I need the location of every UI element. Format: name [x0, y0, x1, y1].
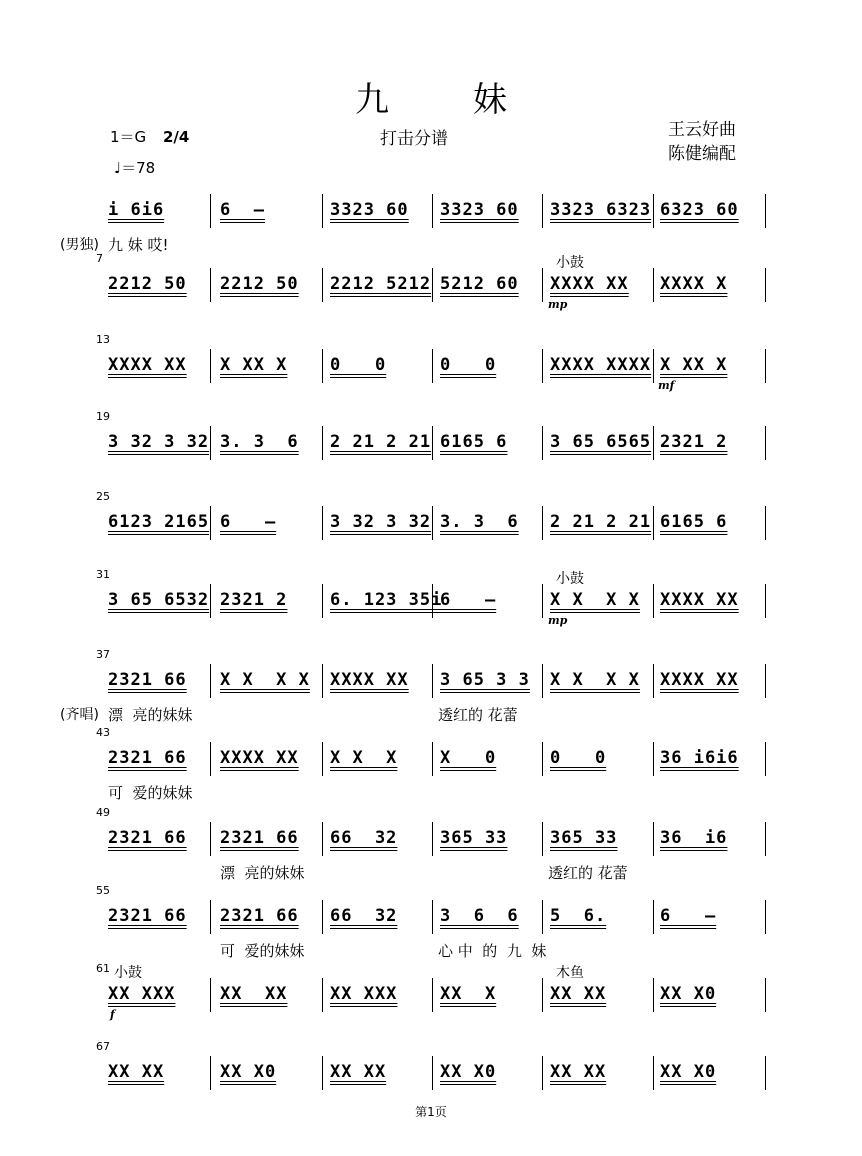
barline [432, 349, 433, 383]
measure: 2321 2 [220, 590, 288, 610]
measure: 5212 60 [440, 274, 519, 294]
measure: 2212 50 [108, 274, 187, 294]
measure: 365 33 [440, 828, 508, 848]
barline [322, 194, 323, 228]
barline [765, 194, 766, 228]
barline [322, 742, 323, 776]
measure: X XX X [660, 355, 728, 375]
score-line [0, 178, 862, 258]
barline [542, 822, 543, 856]
barline [765, 426, 766, 460]
barline [432, 426, 433, 460]
barline [765, 349, 766, 383]
measure: 3. 3 6 [220, 432, 299, 452]
barline [210, 584, 211, 618]
key-signature [110, 126, 189, 147]
barline [432, 584, 433, 618]
measure: 2212 50 [220, 274, 299, 294]
credits [668, 118, 736, 166]
measure: i 6i6 [108, 200, 165, 220]
score-line [0, 410, 862, 490]
barline [765, 584, 766, 618]
measure: XX XX [550, 984, 607, 1004]
measure: 6323 60 [660, 200, 739, 220]
barline [653, 194, 654, 228]
lyric: 可 爱的妹妹 [220, 942, 305, 960]
measure: 2 21 2 21 [550, 512, 652, 532]
measure: XX X [440, 984, 497, 1004]
barline [542, 194, 543, 228]
barline [322, 349, 323, 383]
instrument-marker: 小鼓 [556, 571, 584, 587]
measure-number: 61 [96, 962, 110, 975]
measure-number: 37 [96, 648, 110, 661]
barline [322, 978, 323, 1012]
barline [432, 742, 433, 776]
score-line [0, 962, 862, 1042]
measure: XX X0 [660, 984, 717, 1004]
measure: 2321 2 [660, 432, 728, 452]
barline [653, 584, 654, 618]
composer: 王云好曲 [668, 120, 736, 140]
tempo-mark: ♩＝78 [114, 159, 156, 177]
measure-number: 31 [96, 568, 110, 581]
measure: XXXX XX [108, 355, 187, 375]
barline [542, 584, 543, 618]
measure: XXXX XX [660, 670, 739, 690]
measure: 3323 6323 [550, 200, 652, 220]
dynamic-mark: mf [658, 379, 675, 392]
barline [542, 664, 543, 698]
barline [653, 426, 654, 460]
barline [210, 978, 211, 1012]
barline [210, 742, 211, 776]
measure: 3323 60 [440, 200, 519, 220]
time-signature: 2/4 [162, 128, 190, 146]
lyric: 心 中 的 九 妹 [438, 942, 547, 960]
barline [765, 664, 766, 698]
measure: XXXX XXXX [550, 355, 652, 375]
measure: 3 32 3 32 [330, 512, 432, 532]
lyric: 漂 亮的妹妹 [108, 706, 193, 724]
barline [322, 900, 323, 934]
measure-number: 55 [96, 884, 110, 897]
barline [210, 426, 211, 460]
measure: 6 – [440, 590, 497, 610]
measure: 6165 6 [660, 512, 728, 532]
measure: XX XXX [108, 984, 176, 1004]
lyric: 漂 亮的妹妹 [220, 864, 305, 882]
measure: XX XX [220, 984, 288, 1004]
score-line [0, 648, 862, 728]
lyric: 九 妹 哎! [108, 236, 169, 254]
score-line [0, 252, 862, 332]
measure: X X X X [220, 670, 310, 690]
measure-number: 43 [96, 726, 110, 739]
measure: 6 – [220, 512, 277, 532]
barline [653, 664, 654, 698]
lyric: 透红的 花蕾 [438, 706, 518, 724]
barline [542, 978, 543, 1012]
barline [653, 349, 654, 383]
barline [542, 506, 543, 540]
measure: XX XX [550, 1062, 607, 1082]
barline [432, 506, 433, 540]
measure: XXXX XX [550, 274, 629, 294]
barline [210, 194, 211, 228]
key-label: 1＝G [110, 128, 147, 146]
measure: 6. 123 35i [330, 590, 443, 610]
measure-number: 67 [96, 1040, 110, 1053]
measure: 2321 66 [108, 906, 187, 926]
barline [432, 1056, 433, 1090]
measure: 6123 2165 [108, 512, 210, 532]
measure: 0 0 [550, 748, 607, 768]
barline [653, 268, 654, 302]
barline [653, 822, 654, 856]
measure: XX X0 [220, 1062, 277, 1082]
measure: 6 – [660, 906, 717, 926]
barline [765, 1056, 766, 1090]
barline [210, 822, 211, 856]
barline [210, 349, 211, 383]
measure: XX X0 [440, 1062, 497, 1082]
barline [542, 426, 543, 460]
measure: 2212 5212 [330, 274, 432, 294]
score-line [0, 726, 862, 806]
barline [542, 742, 543, 776]
barline [653, 742, 654, 776]
measure: 3 32 3 32 [108, 432, 210, 452]
measure: 36 i6 [660, 828, 728, 848]
barline [322, 1056, 323, 1090]
measure: 365 33 [550, 828, 618, 848]
barline [322, 822, 323, 856]
score-line [0, 568, 862, 648]
measure: 2321 66 [108, 828, 187, 848]
measure-number: 19 [96, 410, 110, 423]
barline [210, 1056, 211, 1090]
measure-number: 7 [96, 252, 103, 265]
measure-number: 25 [96, 490, 110, 503]
measure: X X X [330, 748, 398, 768]
page-title: 九妹 [355, 80, 591, 120]
measure: 2321 66 [108, 670, 187, 690]
measure: XX XX [108, 1062, 165, 1082]
barline [322, 584, 323, 618]
subtitle: 打击分谱 [380, 129, 448, 149]
voice-label: (男独) [60, 237, 99, 253]
barline [210, 506, 211, 540]
score-line [0, 884, 862, 964]
barline [322, 664, 323, 698]
measure: XX XXX [330, 984, 398, 1004]
lyric: 可 爱的妹妹 [108, 784, 193, 802]
barline [210, 900, 211, 934]
barline [765, 900, 766, 934]
instrument-marker: 小鼓 [556, 255, 584, 271]
barline [765, 822, 766, 856]
instrument-marker: 木鱼 [556, 965, 584, 981]
measure-number: 49 [96, 806, 110, 819]
measure: 3323 60 [330, 200, 409, 220]
measure: 2321 66 [108, 748, 187, 768]
score-line [0, 490, 862, 570]
barline [653, 1056, 654, 1090]
measure: 6 – [220, 200, 265, 220]
barline [653, 900, 654, 934]
dynamic-mark: f [110, 1008, 115, 1021]
barline [542, 1056, 543, 1090]
barline [765, 506, 766, 540]
measure: 3 65 6565 [550, 432, 652, 452]
measure: 5 6. [550, 906, 607, 926]
barline [432, 664, 433, 698]
measure: 6165 6 [440, 432, 508, 452]
barline [210, 664, 211, 698]
measure: XXXX XX [330, 670, 409, 690]
page-number: 第1页 [415, 1105, 447, 1119]
measure: X X X X [550, 670, 640, 690]
score-line [0, 806, 862, 886]
barline [432, 194, 433, 228]
lyric: 透红的 花蕾 [548, 864, 628, 882]
measure: XXXX X [660, 274, 728, 294]
measure: 0 0 [330, 355, 387, 375]
measure: 3 65 3 3 [440, 670, 530, 690]
measure: 2321 66 [220, 828, 299, 848]
measure: XXXX XX [660, 590, 739, 610]
barline [432, 978, 433, 1012]
measure: 2321 66 [220, 906, 299, 926]
measure: XXXX XX [220, 748, 299, 768]
measure: 3 6 6 [440, 906, 519, 926]
measure: XX X0 [660, 1062, 717, 1082]
voice-label: (齐唱) [60, 707, 99, 723]
barline [765, 742, 766, 776]
measure: 0 0 [440, 355, 497, 375]
barline [432, 900, 433, 934]
measure-number: 13 [96, 333, 110, 346]
barline [322, 506, 323, 540]
measure: X 0 [440, 748, 497, 768]
measure: 66 32 [330, 906, 398, 926]
measure: 2 21 2 21 [330, 432, 432, 452]
barline [653, 506, 654, 540]
score-line [0, 333, 862, 413]
measure: 3. 3 6 [440, 512, 519, 532]
barline [765, 978, 766, 1012]
barline [653, 978, 654, 1012]
measure: 36 i6i6 [660, 748, 739, 768]
barline [322, 426, 323, 460]
arranger: 陈健编配 [668, 144, 736, 164]
measure: X XX X [220, 355, 288, 375]
barline [542, 268, 543, 302]
dynamic-mark: mp [548, 614, 568, 627]
instrument-marker: 小鼓 [114, 965, 142, 981]
barline [210, 268, 211, 302]
barline [542, 349, 543, 383]
measure: 66 32 [330, 828, 398, 848]
barline [322, 268, 323, 302]
dynamic-mark: mp [548, 298, 568, 311]
barline [542, 900, 543, 934]
barline [765, 268, 766, 302]
measure: X X X X [550, 590, 640, 610]
barline [432, 268, 433, 302]
barline [432, 822, 433, 856]
measure: 3 65 6532 [108, 590, 210, 610]
measure: XX XX [330, 1062, 387, 1082]
